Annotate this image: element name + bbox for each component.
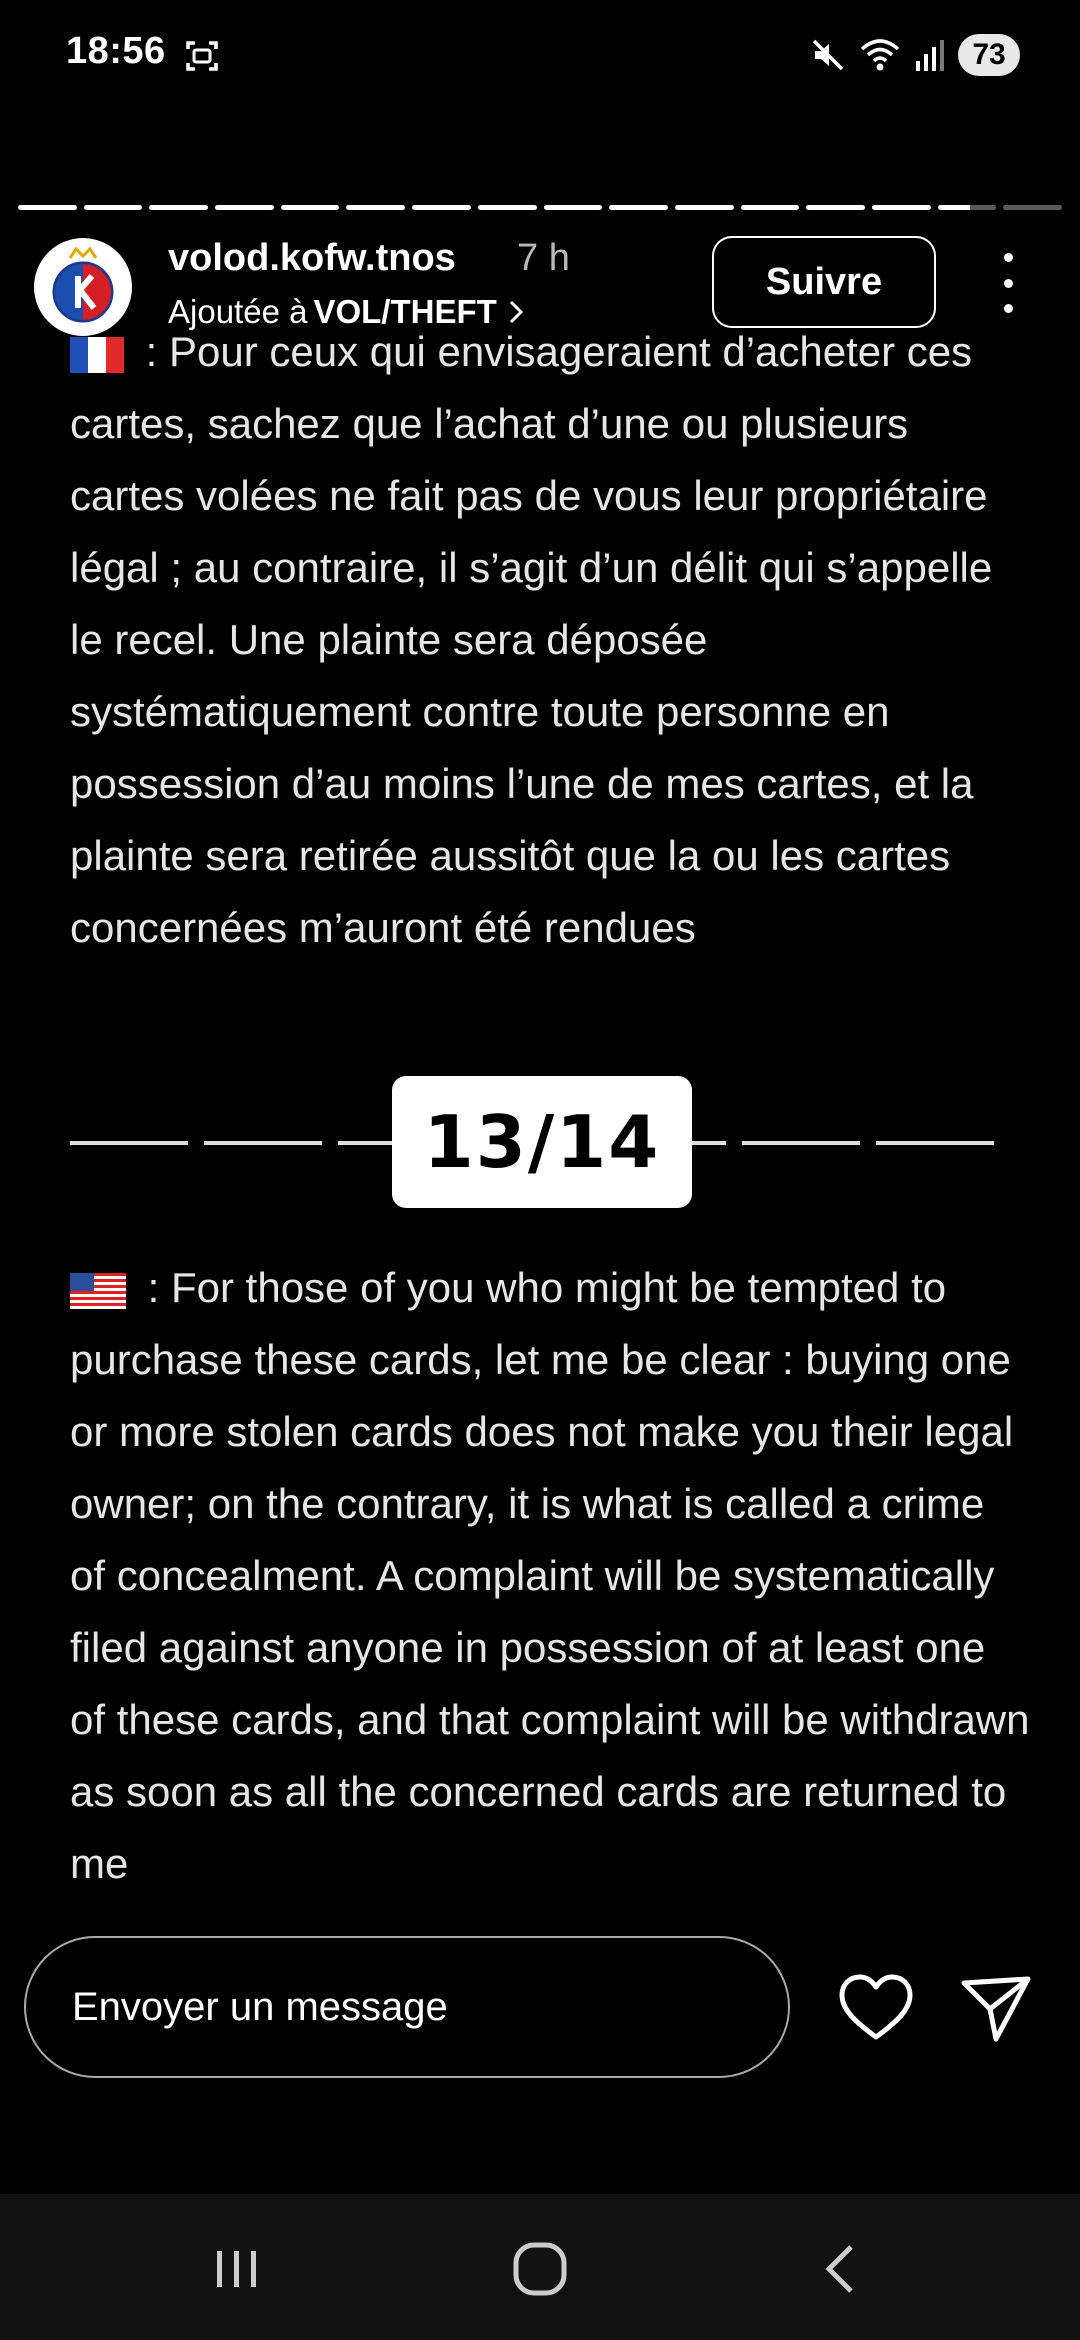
progress-segment: [1003, 205, 1062, 210]
progress-segment: [346, 205, 405, 210]
send-icon[interactable]: [956, 1969, 1036, 2049]
story-viewer[interactable]: [0, 183, 1080, 2103]
page-divider: [70, 1076, 996, 1208]
divider-dash: [742, 1141, 860, 1145]
screenshot-icon: [184, 38, 220, 74]
status-icons: [810, 32, 1020, 78]
divider-dash: [338, 1141, 398, 1145]
progress-segment: [412, 205, 471, 210]
divider-dash: [70, 1141, 188, 1145]
progress-segment: [938, 205, 997, 210]
highlight-prefix: Ajoutée à: [168, 293, 308, 330]
chevron-right-icon: [503, 297, 529, 327]
story-text-english: [70, 1252, 1030, 1900]
progress-segment: [281, 205, 340, 210]
progress-segment: [741, 205, 800, 210]
page-indicator: 13/14: [392, 1076, 692, 1208]
battery-badge: 73: [958, 34, 1020, 76]
mute-icon: [810, 37, 846, 73]
usa-flag-icon: [70, 1273, 126, 1309]
story-progress: [18, 205, 1062, 210]
progress-segment: [478, 205, 537, 210]
highlight-link[interactable]: [168, 293, 529, 331]
progress-segment: [675, 205, 734, 210]
status-time: 18:56: [66, 30, 166, 72]
story-time-ago: 7 h: [517, 237, 570, 279]
more-options-icon[interactable]: [988, 253, 1028, 313]
system-nav-bar: [0, 2194, 1080, 2340]
highlight-name: VOL/THEFT: [313, 293, 497, 330]
france-flag-icon: [70, 337, 124, 373]
divider-dash: [876, 1141, 994, 1145]
progress-segment: [806, 205, 865, 210]
home-icon[interactable]: [505, 2234, 575, 2304]
progress-segment: [149, 205, 208, 210]
message-input[interactable]: [24, 1936, 790, 2078]
progress-segment: [609, 205, 668, 210]
progress-segment: [18, 205, 77, 210]
progress-segment: [872, 205, 931, 210]
status-bar: [0, 0, 1080, 110]
english-body: : For those of you who might be tempted to purchase these cards, let me be clear : buying one or more stolen cards does not make you their legal owner; on the contrary, it is what is called a crime of concealment. A complaint will be systematically filed against anyone in possession of at least one of these cards, and that complaint will be withdrawn as soon as all the concerned cards are returned to me: [70, 1264, 1030, 1887]
story-text-french: [70, 316, 1030, 964]
wifi-icon: [860, 37, 900, 73]
divider-dash: [204, 1141, 322, 1145]
back-icon[interactable]: [808, 2234, 878, 2304]
progress-segment: [84, 205, 143, 210]
heart-icon[interactable]: [836, 1969, 916, 2049]
recents-icon[interactable]: [202, 2234, 272, 2304]
follow-button[interactable]: Suivre: [712, 236, 936, 328]
progress-segment: [544, 205, 603, 210]
progress-segment: [215, 205, 274, 210]
signal-icon: [914, 37, 944, 73]
french-body: : Pour ceux qui envisageraient d’acheter ces cartes, sachez que l’achat d’une ou plusieurs cartes volées ne fait pas de vous leur propriétaire légal ; au contraire, il s’agit d’un délit qui s’appelle le recel. Une plainte sera déposée systématiquement contre toute personne en possession d’au moins l’une de mes cartes, et la plainte sera retirée aussitôt que la ou les cartes concernées m’auront été rendues: [70, 328, 993, 951]
story-username[interactable]: volod.kofw.tnos: [168, 237, 456, 279]
divider-dash: [686, 1141, 726, 1145]
